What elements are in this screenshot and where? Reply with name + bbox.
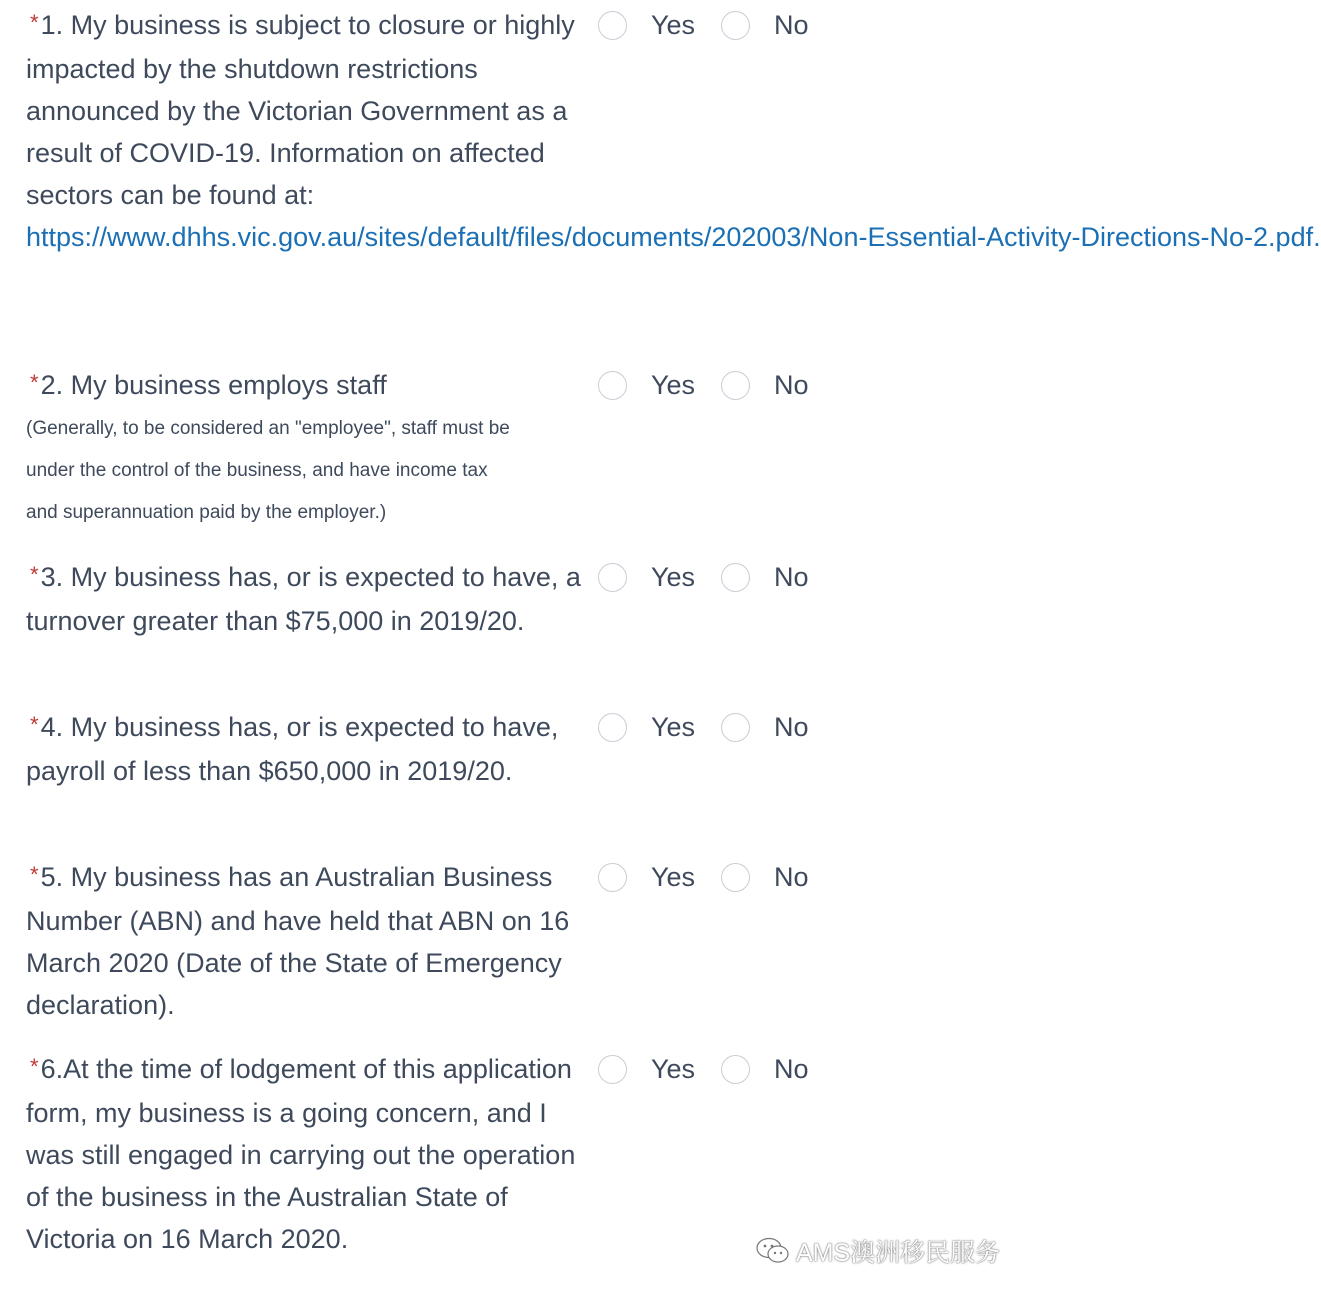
question-3-yes-radio[interactable] xyxy=(598,563,627,592)
question-5-text-block xyxy=(26,856,586,1026)
question-1-options xyxy=(598,4,809,46)
question-1-label: 1. My business is subject to closure or highly impacted by the shutdown restrictions announced by the Victorian Government as a result of COVID-19. Information on affected sectors can be found at: xyxy=(26,10,575,210)
question-2-options xyxy=(598,364,809,406)
affected-sectors-link[interactable]: https://www.dhhs.vic.gov.au/sites/default/files/documents/202003/Non-Essential-Activity-Directions-No-2.pdf. xyxy=(26,222,1321,252)
question-3-yes-label[interactable]: Yes xyxy=(651,561,696,592)
required-marker: * xyxy=(30,712,39,737)
question-3-no-label[interactable]: No xyxy=(774,561,809,592)
question-4-no-radio[interactable] xyxy=(721,713,750,742)
question-3-text-block xyxy=(26,556,586,642)
required-marker: * xyxy=(30,370,39,395)
question-5-options xyxy=(598,856,809,898)
question-5-no-label[interactable]: No xyxy=(774,861,809,892)
question-2-note-line: under the control of the business, and have income tax xyxy=(26,460,488,481)
question-1-yes-radio[interactable] xyxy=(598,11,627,40)
question-2-no-radio[interactable] xyxy=(721,371,750,400)
question-6-yes-label[interactable]: Yes xyxy=(651,1053,696,1084)
question-2-yes-label[interactable]: Yes xyxy=(651,369,696,400)
question-1-yes-label[interactable]: Yes xyxy=(651,9,696,40)
question-4-label: 4. My business has, or is expected to have, payroll of less than $650,000 in 2019/20. xyxy=(26,712,559,786)
question-6-yes-radio[interactable] xyxy=(598,1055,627,1084)
question-5-yes-radio[interactable] xyxy=(598,863,627,892)
watermark-text: AMS澳洲移民服务 xyxy=(796,1239,1001,1267)
question-5-yes-label[interactable]: Yes xyxy=(651,861,696,892)
question-6-no-label[interactable]: No xyxy=(774,1053,809,1084)
question-2-note-line: and superannuation paid by the employer.) xyxy=(26,502,387,523)
question-2-label: 2. My business employs staff xyxy=(40,370,387,400)
required-marker: * xyxy=(30,562,39,587)
question-5-label: 5. My business has an Australian Business Number (ABN) and have held that ABN on 16 March 2020 (Date of the State of Emergency declaration). xyxy=(26,862,570,1020)
question-2-yes-radio[interactable] xyxy=(598,371,627,400)
question-6-text-block xyxy=(26,1048,586,1260)
question-1-no-radio[interactable] xyxy=(721,11,750,40)
question-2-text-block xyxy=(26,364,586,408)
question-5-no-radio[interactable] xyxy=(721,863,750,892)
wechat-icon xyxy=(756,1237,790,1265)
question-4-yes-label[interactable]: Yes xyxy=(651,711,696,742)
question-3-no-radio[interactable] xyxy=(721,563,750,592)
question-3-label: 3. My business has, or is expected to have, a turnover greater than $75,000 in 2019/20. xyxy=(26,562,581,636)
question-1-no-label[interactable]: No xyxy=(774,9,809,40)
question-2-no-label[interactable]: No xyxy=(774,369,809,400)
question-4-text-block xyxy=(26,706,586,792)
question-4-options xyxy=(598,706,809,748)
required-marker: * xyxy=(30,862,39,887)
question-6-options xyxy=(598,1048,809,1090)
watermark xyxy=(756,1233,1000,1269)
question-4-yes-radio[interactable] xyxy=(598,713,627,742)
question-6-no-radio[interactable] xyxy=(721,1055,750,1084)
question-2-note-line: (Generally, to be considered an "employee", staff must be xyxy=(26,418,510,439)
required-marker: * xyxy=(30,1054,39,1079)
question-3-options xyxy=(598,556,809,598)
question-6-label: 6.At the time of lodgement of this application form, my business is a going concern, and I was still engaged in carrying out the operation of the business in the Australian State of Victoria on 16 March 2020. xyxy=(26,1054,576,1254)
required-marker: * xyxy=(30,10,39,35)
question-4-no-label[interactable]: No xyxy=(774,711,809,742)
question-2-note xyxy=(26,408,586,534)
